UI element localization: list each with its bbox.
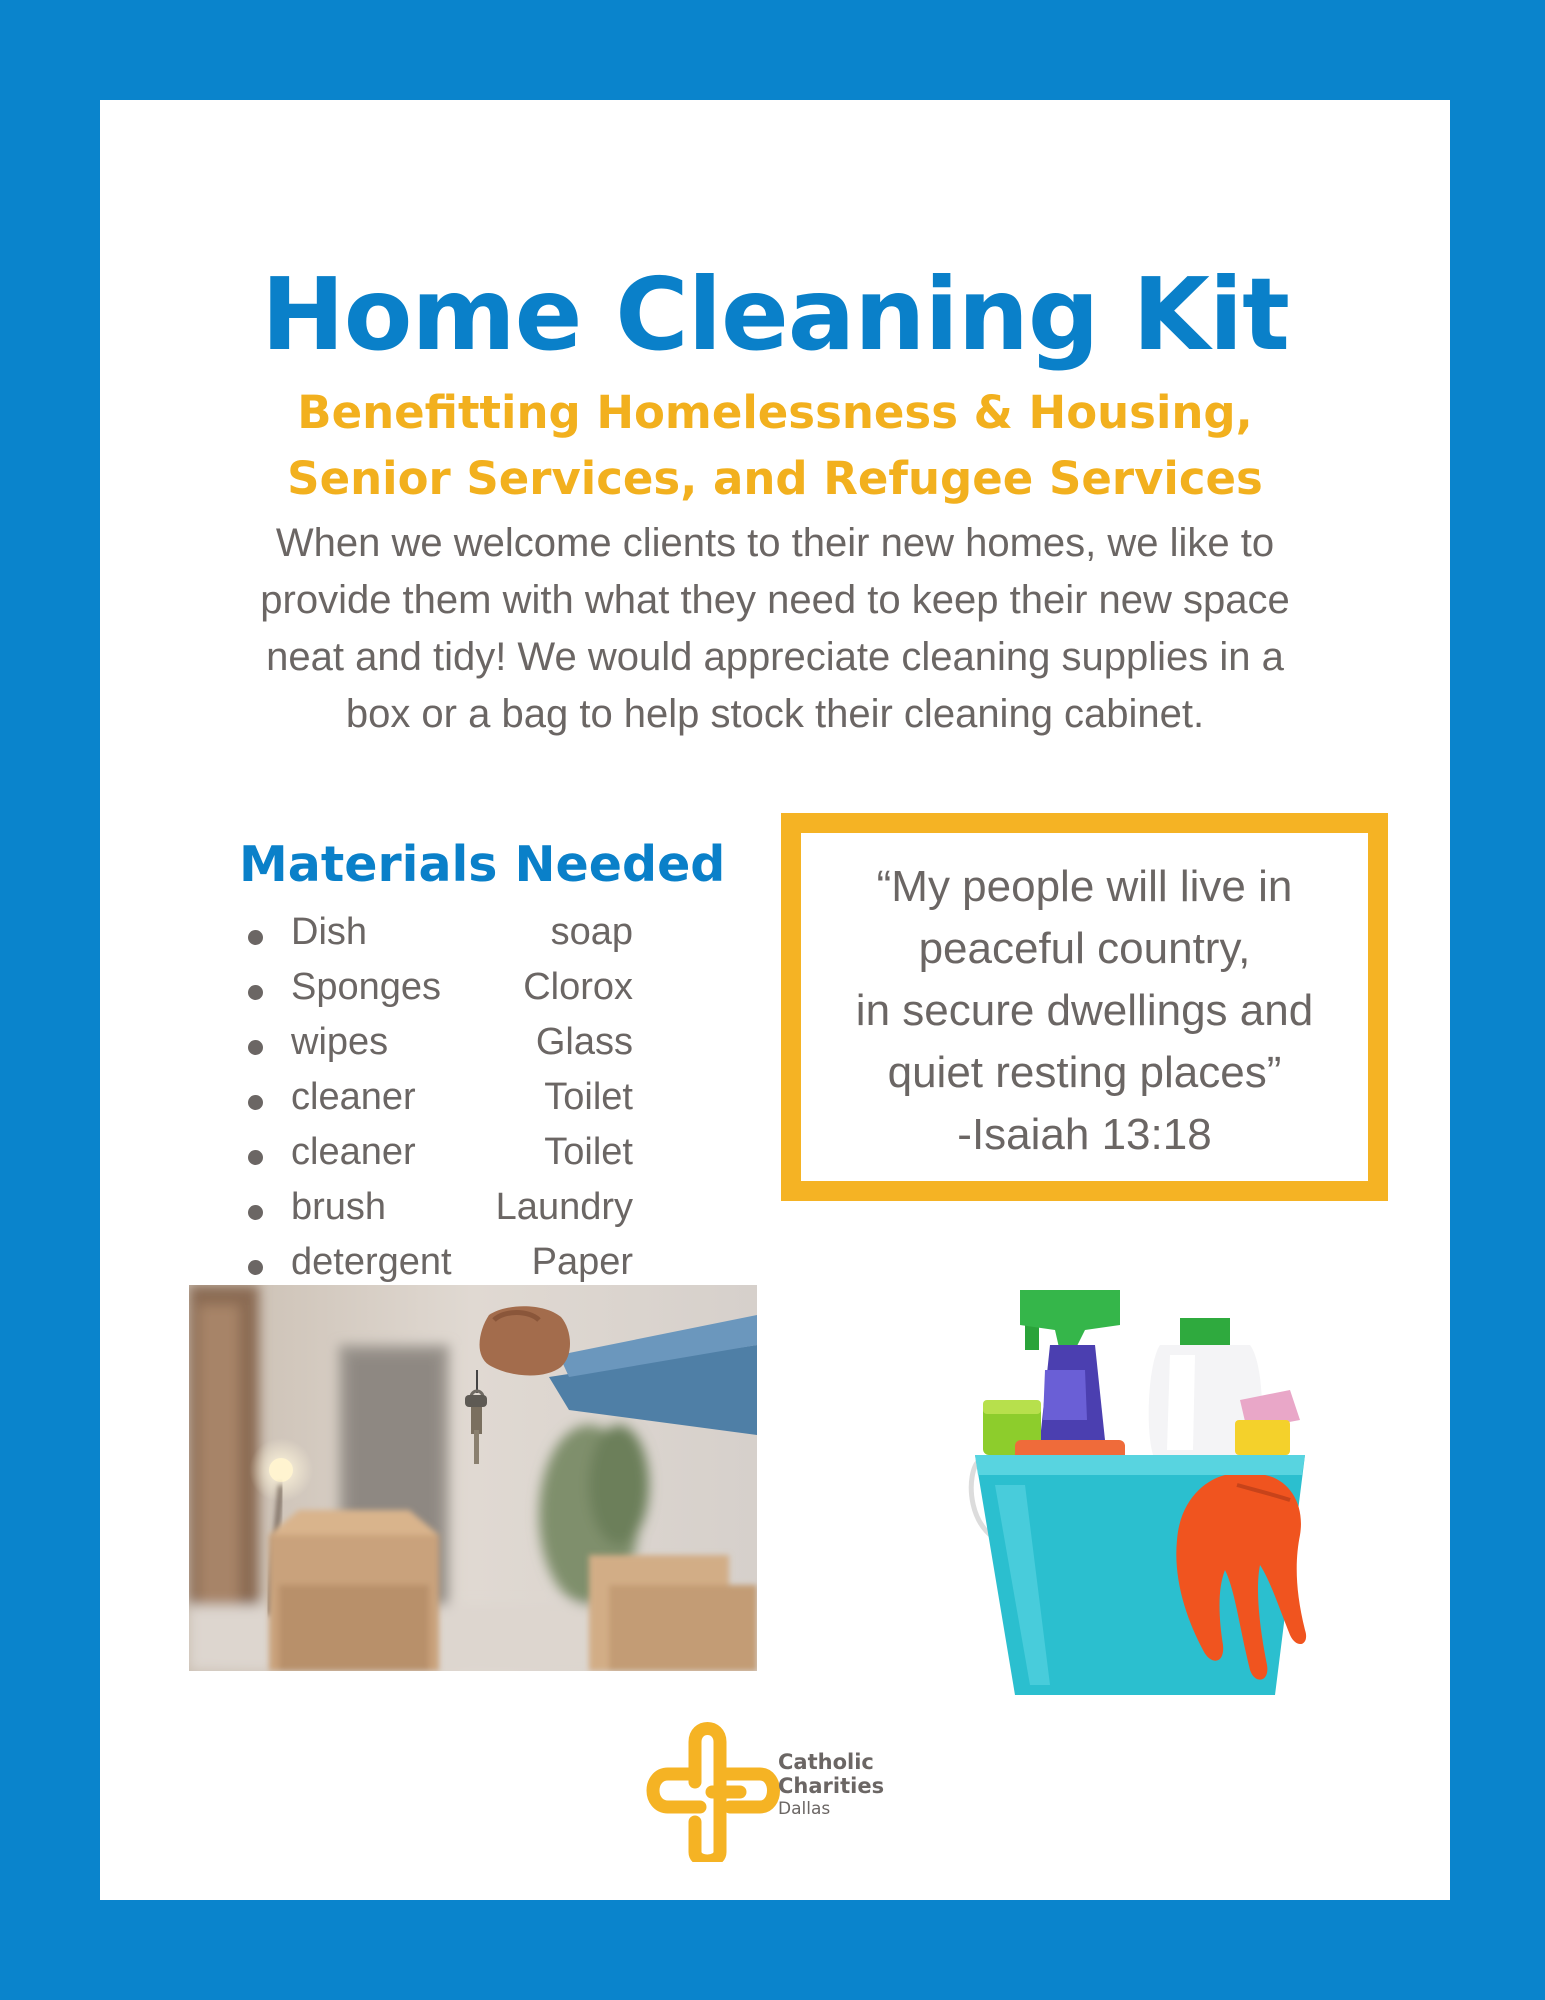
quote-line: peaceful country, <box>918 924 1251 973</box>
list-item-right: Toilet <box>544 1131 633 1173</box>
list-item <box>248 1235 633 1290</box>
intro-line: When we welcome clients to their new homes, we like to <box>275 521 1275 565</box>
page-title: Home Cleaning Kit <box>261 256 1289 373</box>
flyer-page <box>100 100 1450 1900</box>
keys-photo-image <box>189 1285 757 1671</box>
bullet-icon <box>248 1260 263 1275</box>
logo-line-1: Catholic <box>778 1750 874 1774</box>
list-item-left: Sponges <box>291 966 442 1008</box>
list-item-left: cleaner <box>291 1131 416 1173</box>
scripture-quote <box>801 856 1368 1166</box>
logo-line-2: Charities <box>778 1774 885 1798</box>
list-item-left: wipes <box>291 1021 389 1063</box>
materials-heading: Materials Needed <box>239 836 726 893</box>
cleaning-bucket-image <box>955 1290 1395 1710</box>
list-item <box>248 1070 633 1125</box>
list-item <box>248 960 633 1015</box>
list-item-left: detergent <box>291 1241 452 1283</box>
materials-list <box>248 905 633 1345</box>
page-subtitle <box>100 380 1450 512</box>
bullet-icon <box>248 930 263 945</box>
list-item-right: Laundry <box>495 1186 633 1228</box>
list-item <box>248 1015 633 1070</box>
intro-line: neat and tidy! We would appreciate cleaning supplies in a <box>266 635 1284 679</box>
list-item-right: Toilet <box>544 1076 633 1118</box>
quote-box <box>781 813 1388 1201</box>
bullet-icon <box>248 1095 263 1110</box>
quote-line: in secure dwellings and <box>855 986 1314 1035</box>
bullet-icon <box>248 1150 263 1165</box>
logo-line-3: Dallas <box>778 1799 831 1819</box>
quote-line: “My people will live in <box>876 862 1293 911</box>
list-item-right: Clorox <box>523 966 633 1008</box>
intro-paragraph <box>210 515 1340 743</box>
bullet-icon <box>248 1205 263 1220</box>
list-item <box>248 1125 633 1180</box>
list-item-right: soap <box>550 911 633 953</box>
bullet-icon <box>248 1040 263 1055</box>
intro-line: provide them with what they need to keep their new space <box>260 578 1290 622</box>
list-item-left: cleaner <box>291 1076 416 1118</box>
list-item-right: Paper <box>531 1241 633 1283</box>
keys-photo <box>189 1285 757 1671</box>
logo-wordmark <box>778 1750 884 1820</box>
quote-citation: -Isaiah 13:18 <box>957 1110 1212 1159</box>
list-item <box>248 905 633 960</box>
bullet-icon <box>248 985 263 1000</box>
list-item-left: Dish <box>291 911 368 953</box>
subtitle-line-2: Senior Services, and Refugee Services <box>287 452 1263 505</box>
cleaning-bucket-photo <box>955 1290 1395 1710</box>
list-item <box>248 1180 633 1235</box>
list-item-right: Glass <box>535 1021 633 1063</box>
intro-line: box or a bag to help stock their cleaning cabinet. <box>345 692 1205 736</box>
list-item-left: brush <box>291 1186 387 1228</box>
subtitle-line-1: Benefitting Homelessness & Housing, <box>297 386 1253 439</box>
quote-line: quiet resting places” <box>887 1048 1282 1097</box>
